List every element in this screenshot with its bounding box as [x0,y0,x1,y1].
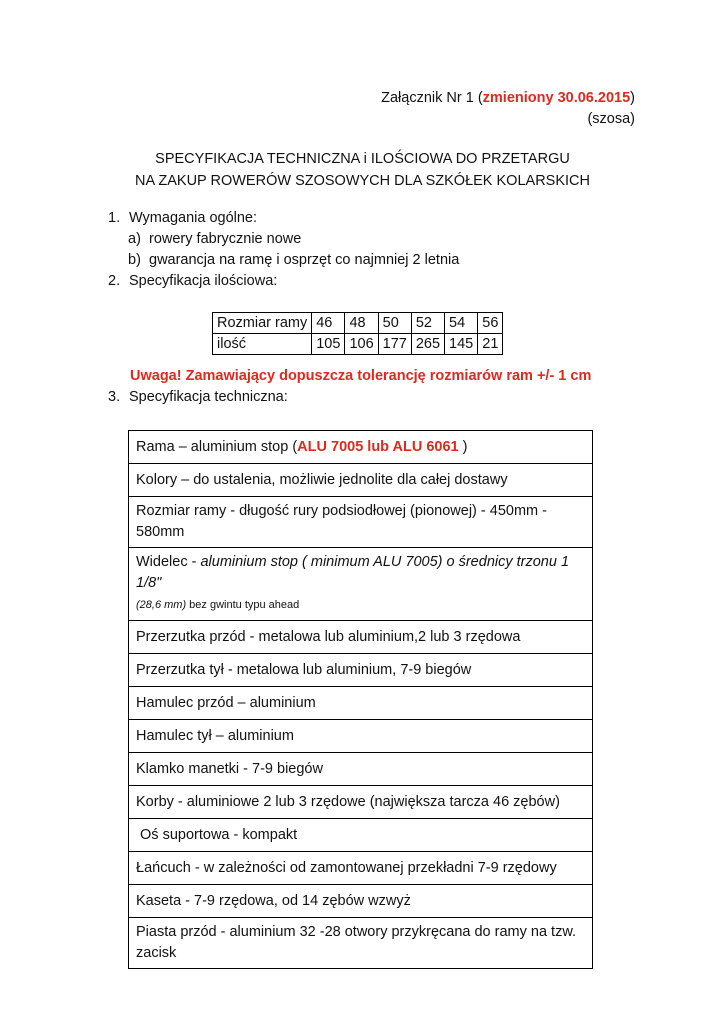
spec-front-hub: Piasta przód - aluminium 32 -28 otwory przykręcana do ramy na tzw. zacisk [129,918,593,969]
table-row [129,497,593,548]
table-row [129,852,593,885]
general-requirements [108,208,459,292]
table-row [129,687,593,720]
attachment-changed-date: zmieniony 30.06.2015 [482,90,631,106]
size-cell: 50 [378,313,411,334]
spec-front-derailleur: Przerzutka przód - metalowa lub aluminium,2 lub 3 rzędowa [129,621,593,654]
fork-material: aluminium stop ( minimum ALU 7005) o średnicy trzonu 1 1/8" [136,554,570,591]
title-line-1: SPECYFIKACJA TECHNICZNA i ILOŚCIOWA DO PRZETARGU [155,151,570,167]
title-line-2: NA ZAKUP ROWERÓW SZOSOWYCH DLA SZKÓŁEK KOLARSKICH [135,173,590,189]
table-row [129,464,593,497]
item-number-1: 1. [108,210,121,226]
size-cell: 46 [312,313,345,334]
table-row [129,548,593,621]
spec-frame [129,431,593,464]
count-cell: 145 [445,334,478,355]
spec-fork [129,548,593,621]
size-cell: 48 [345,313,378,334]
count-cell: 177 [378,334,411,355]
spec-colors: Kolory – do ustalenia, możliwie jednolite dla całej dostawy [129,464,593,497]
quantity-table [212,312,503,355]
document-title [0,148,725,192]
table-row [129,819,593,852]
spec-bottom-bracket: Oś suportowa - kompakt [129,819,593,852]
attachment-type: (szosa) [587,111,635,127]
table-row [213,334,503,355]
frame-suffix: ) [458,438,468,455]
requirement-a: rowery fabrycznie nowe [149,231,302,247]
attachment-close: ) [630,90,635,106]
spec-frame-size: Rozmiar ramy - długość rury podsiodłowej (pionowej) - 450mm - 580mm [129,497,593,548]
count-cell: 106 [345,334,378,355]
spec-cranks: Korby - aluminiowe 2 lub 3 rzędowe (największa tarcza 46 zębów) [129,786,593,819]
requirement-b: gwarancja na ramę i osprzęt co najmniej 2 letnia [149,252,460,268]
spec-chain: Łańcuch - w zależności od zamontowanej przekładni 7-9 rzędowy [129,852,593,885]
frame-alloy: ALU 7005 lub ALU 6061 [297,438,459,455]
size-cell: 56 [478,313,503,334]
frame-prefix: Rama – aluminium stop ( [136,438,298,455]
attachment-header [381,88,635,130]
tech-spec-table [128,430,593,969]
tech-spec-heading-line [108,389,288,405]
count-cell: 265 [411,334,444,355]
table-row [129,431,593,464]
table-row [129,786,593,819]
count-cell: 21 [478,334,503,355]
spec-shifters: Klamko manetki - 7-9 biegów [129,753,593,786]
item-letter-a: a) [128,231,141,247]
tech-spec-heading: Specyfikacja techniczna: [129,389,288,405]
fork-diameter: (28,6 mm) [136,599,187,611]
spec-rear-brake: Hamulec tył – aluminium [129,720,593,753]
size-cell: 54 [445,313,478,334]
quantity-heading: Specyfikacja ilościowa: [129,273,278,289]
table-row [129,720,593,753]
spec-rear-derailleur: Przerzutka tył - metalowa lub aluminium, 7-9 biegów [129,654,593,687]
size-row-label: Rozmiar ramy [213,313,312,334]
table-row [129,753,593,786]
fork-prefix: Widelec - [136,554,201,570]
size-cell: 52 [411,313,444,334]
item-number-2: 2. [108,273,121,289]
spec-front-brake: Hamulec przód – aluminium [129,687,593,720]
spec-cassette: Kaseta - 7-9 rzędowa, od 14 zębów wzwyż [129,885,593,918]
table-row [129,621,593,654]
item-letter-b: b) [128,252,141,268]
general-requirements-heading: Wymagania ogólne: [129,210,258,226]
table-row [129,885,593,918]
attachment-label: Załącznik Nr 1 ( [381,90,483,106]
item-number-3: 3. [108,389,121,405]
table-row [213,313,503,334]
table-row [129,918,593,969]
count-cell: 105 [312,334,345,355]
table-row [129,654,593,687]
count-row-label: ilość [213,334,312,355]
tolerance-warning: Uwaga! Zamawiający dopuszcza tolerancję rozmiarów ram +/- 1 cm [130,368,592,384]
attachment-line [381,88,635,109]
fork-thread: bez gwintu typu ahead [186,599,300,611]
